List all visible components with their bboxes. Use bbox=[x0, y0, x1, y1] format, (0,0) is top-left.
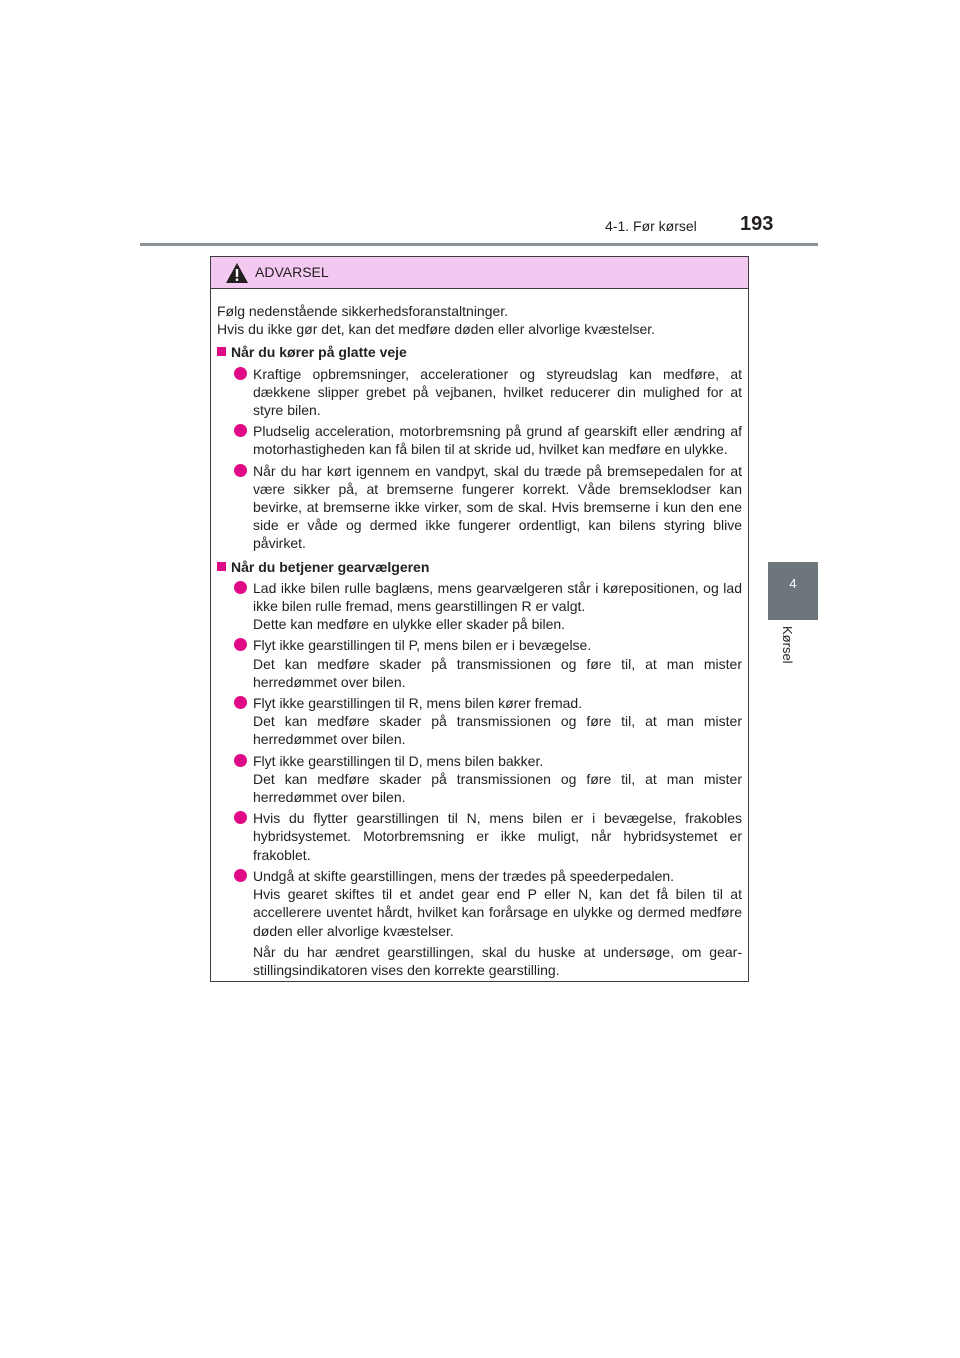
warning-body bbox=[211, 289, 748, 979]
warning-header bbox=[211, 257, 748, 289]
chapter-tab bbox=[768, 562, 818, 620]
chapter-number: 4 bbox=[789, 576, 797, 591]
round-bullet-icon bbox=[234, 424, 247, 437]
bullet-text bbox=[253, 636, 742, 691]
bullet-line: Flyt ikke gearstillingen til R, mens bilen kører fremad. bbox=[253, 695, 583, 712]
chapter-label: Kørsel bbox=[780, 626, 795, 664]
round-bullet-icon bbox=[234, 696, 247, 709]
round-bullet-icon bbox=[234, 869, 247, 882]
bullet-text: Kraftige opbremsninger, accelerationer og styreudslag kan medføre, at dækkene slipper grebet på vejbanen, hvilket reducerer din mulighed for at styre bilen. bbox=[253, 365, 742, 419]
page-number: 193 bbox=[740, 213, 774, 235]
warning-title: ADVARSEL bbox=[255, 264, 329, 280]
bullet-text: Hvis du flytter gearstillingen til N, mens bilen er i bevægelse, frakobles hybridsystemet. Motorbremsning er ikke muligt, når hybridsystemet er frakoblet. bbox=[253, 810, 742, 863]
round-bullet-icon bbox=[234, 367, 247, 380]
bullet-text: Pludselig acceleration, motorbremsning på grund af gearskift eller ændring af motorhastigheden kan få bilen til at skride ud, hvilket kan medføre en ulykke. bbox=[253, 423, 742, 458]
bullet-text bbox=[253, 694, 742, 749]
bullet-continuation: Når du har ændret gearstillingen, skal du huske at undersøge, om gear-stillingsindikatoren vises den korrekte gearstilling. bbox=[253, 943, 742, 978]
bullet-item bbox=[217, 809, 742, 864]
bullet-text: Når du har kørt igennem en vandpyt, skal du træde på bremsepedalen for at være sikker på, at bremserne fungerer korrekt. Våde bremseklodser kan bevirke, at bremserne ikke virker, som de skal. Hvis bremserne i kun den ene side er våde og dermed ikke fungerer ordentligt, kan bilens styring blive påvirket. bbox=[253, 462, 742, 552]
round-bullet-icon bbox=[234, 464, 247, 477]
section-heading-text: Når du betjener gearvælgeren bbox=[231, 558, 430, 575]
section-heading-text: Når du kører på glatte veje bbox=[231, 344, 407, 361]
bullet-line: Flyt ikke gearstillingen til D, mens bilen bakker. bbox=[253, 752, 544, 769]
intro-line: Følg nedenstående sikkerhedsforanstaltninger. bbox=[217, 303, 509, 319]
bullet-line: Lad ikke bilen rulle baglæns, mens gearvælgeren står i kørepositionen, og lad ikke bilen rulle fremad, mens gearstillingen R er valgt. bbox=[253, 579, 742, 615]
round-bullet-icon bbox=[234, 811, 247, 824]
bullet-item bbox=[217, 579, 742, 634]
bullet-line: Det kan medføre skader på transmissionen og føre til, at man mister herredømmet over bilen. bbox=[253, 655, 742, 690]
bullet-line: Hvis gearet skiftes til et andet gear end P eller N, kan det få bilen til at accellerere uventet hårdt, hvilket kan forårsage en ulykke og dermed medføre døden eller alvorlige kvæstelser. bbox=[253, 886, 742, 939]
header-divider bbox=[140, 243, 818, 246]
bullet-item bbox=[217, 867, 742, 940]
round-bullet-icon bbox=[234, 581, 247, 594]
warning-box bbox=[210, 256, 749, 982]
bullet-line: Flyt ikke gearstillingen til P, mens bilen er i bevægelse. bbox=[253, 637, 592, 654]
bullet-item bbox=[217, 462, 742, 553]
bullet-item bbox=[217, 636, 742, 691]
square-bullet-icon bbox=[217, 347, 226, 356]
round-bullet-icon bbox=[234, 754, 247, 767]
section-heading bbox=[217, 343, 742, 361]
bullet-line: Dette kan medføre en ulykke eller skader på bilen. bbox=[253, 616, 566, 633]
bullet-text bbox=[253, 752, 742, 807]
section-heading bbox=[217, 558, 742, 576]
bullet-item bbox=[217, 422, 742, 458]
bullet-item bbox=[217, 694, 742, 749]
bullet-item bbox=[217, 752, 742, 807]
bullet-text bbox=[253, 867, 742, 940]
bullet-line: Det kan medføre skader på transmissionen og føre til, at man mister herredømmet over bilen. bbox=[253, 770, 742, 806]
round-bullet-icon bbox=[234, 638, 247, 651]
warning-triangle-icon bbox=[225, 262, 249, 284]
bullet-line: Undgå at skifte gearstillingen, mens der trædes på speederpedalen. bbox=[253, 867, 675, 884]
bullet-item bbox=[217, 365, 742, 420]
header-section-title: 4-1. Før kørsel bbox=[605, 218, 697, 234]
warning-intro bbox=[217, 302, 742, 338]
bullet-text bbox=[253, 579, 742, 634]
intro-line: Hvis du ikke gør det, kan det medføre døden eller alvorlige kvæstelser. bbox=[217, 321, 656, 338]
square-bullet-icon bbox=[217, 562, 226, 571]
bullet-line: Det kan medføre skader på transmissionen og føre til, at man mister herredømmet over bilen. bbox=[253, 713, 742, 748]
